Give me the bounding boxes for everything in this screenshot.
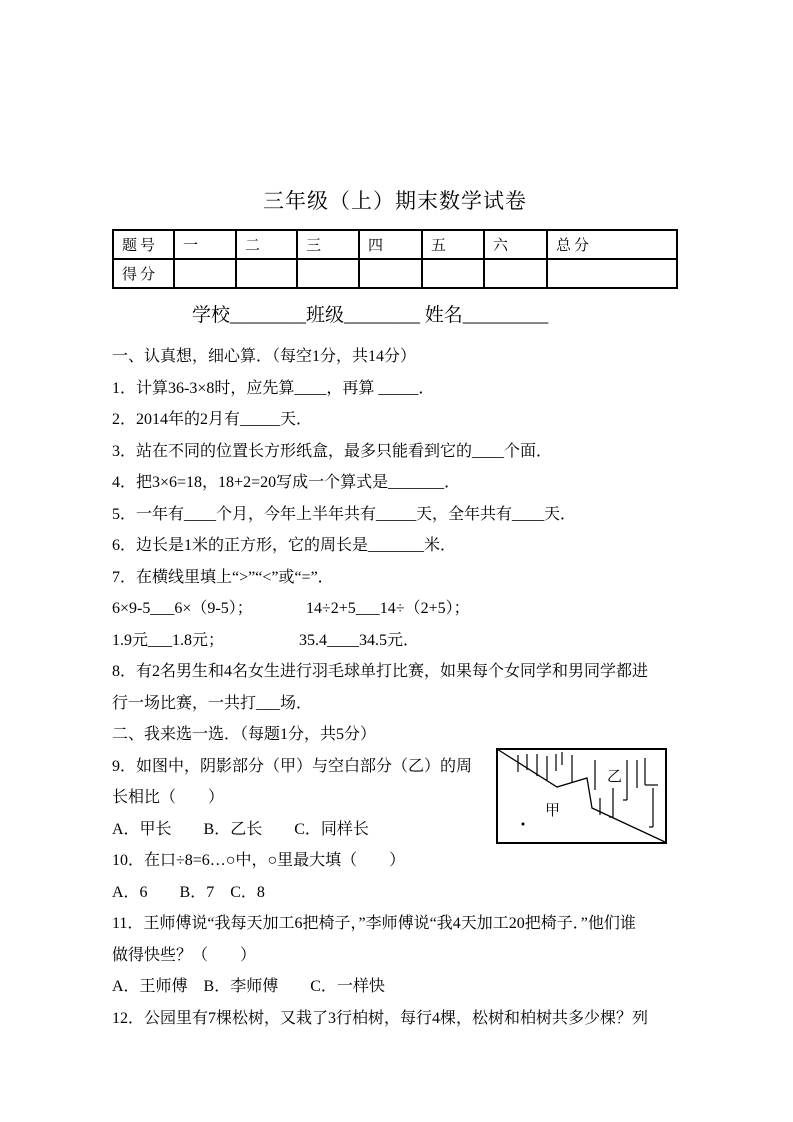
question-2: 2．2014年的2月有_____天． [112,411,313,428]
figure-rectangle [497,749,666,843]
figure-divider-line [497,749,665,842]
score-table-cell-col5: 五 [422,230,484,259]
score-value-cell [359,259,422,288]
score-table-score-row [113,259,677,288]
question-5: 5．一年有____个月，今年上半年共有_____天，全年共有____天． [112,505,577,523]
score-table-cell-col2: 二 [236,230,297,259]
score-table-cell-col3: 三 [297,230,359,259]
question-10-options: A．6 B．7 C．8 [112,883,265,901]
question-1: 1．计算36-3×8时，应先算____，再算 _____． [112,379,435,397]
question-7-compare-row-1 [112,593,678,625]
figure-label-jia: 甲 [545,803,561,819]
score-table [112,229,678,289]
section-2-header: 二、我来选一选．（每题1分，共5分） [112,726,377,743]
score-value-cell [297,259,359,288]
question-7-row2-right: 35.4____34.5元． [299,631,420,649]
question-7-row1-right: 14÷2+5___14÷（2+5）； [306,600,470,617]
score-table-cell-label: 题号 [113,230,174,259]
exam-body-text [112,341,678,1034]
question-7-compare-row-2 [112,625,678,657]
section-1-header: 一、认真想，细心算．（每空1分，共14分） [112,348,417,365]
score-value-cell [547,259,677,288]
score-value-cell [236,259,297,288]
question-6: 6．边长是1米的正方形，它的周长是_______米． [112,537,457,554]
question-8-line-2: 行一场比赛，一共打___场． [112,694,313,712]
score-table-cell-col1: 一 [174,230,236,259]
question-9-line-1: 9．如图中，阴影部分（甲）与空白部分（乙）的周 [112,757,473,775]
question-4: 4．把3×6=18，18+2=20写成一个算式是_______． [112,474,461,491]
page-content [112,186,678,1034]
question-9-figure [496,748,668,845]
question-11-options: A．王师傅 B．李师傅 C．一样快 [112,978,385,995]
question-11-line-2: 做得快些？（ ） [112,946,257,964]
score-value-cell [422,259,484,288]
question-3: 3．站在不同的位置长方形纸盒，最多只能看到它的____个面． [112,442,553,460]
question-7-row1-left: 6×9-5___6×（9-5）； [112,600,253,617]
question-7-row2-left: 1.9元___1.8元； [112,631,225,649]
question-10: 10．在口÷8=6…○中，○里最大填（ ） [112,852,406,869]
score-value-cell [174,259,236,288]
page-title: 三年级（上）期末数学试卷 [263,189,527,213]
question-9-line-2: 长相比（ ） [112,789,225,806]
question-8-line-1: 8．有2名男生和4名女生进行羽毛球单打比赛，如果每个女同学和男同学都进 [112,663,649,680]
question-9-options: A．甲长 B．乙长 C．同样长 [112,820,369,838]
score-value-cell [484,259,547,288]
score-row-label: 得分 [113,259,174,288]
score-table-cell-col4: 四 [359,230,422,259]
question-12: 12．公园里有7棵松树，又栽了3行柏树，每行4棵，松树和柏树共多少棵？列 [112,1009,649,1027]
figure-label-yi: 乙 [607,769,623,785]
question-11-line-1: 11．王师傅说“我每天加工6把椅子，”李师傅说“我4天加工20把椅子．”他们谁 [112,915,636,932]
score-table-cell-col6: 六 [484,230,547,259]
score-table-header-row [113,230,677,259]
student-info-line: 学校________班级________ 姓名_________ [192,305,549,326]
figure-dot [522,823,525,826]
figure-hatching [518,752,658,827]
question-7: 7．在横线里填上“>”“<”或“=”． [112,568,334,586]
score-table-cell-total: 总分 [547,230,677,259]
